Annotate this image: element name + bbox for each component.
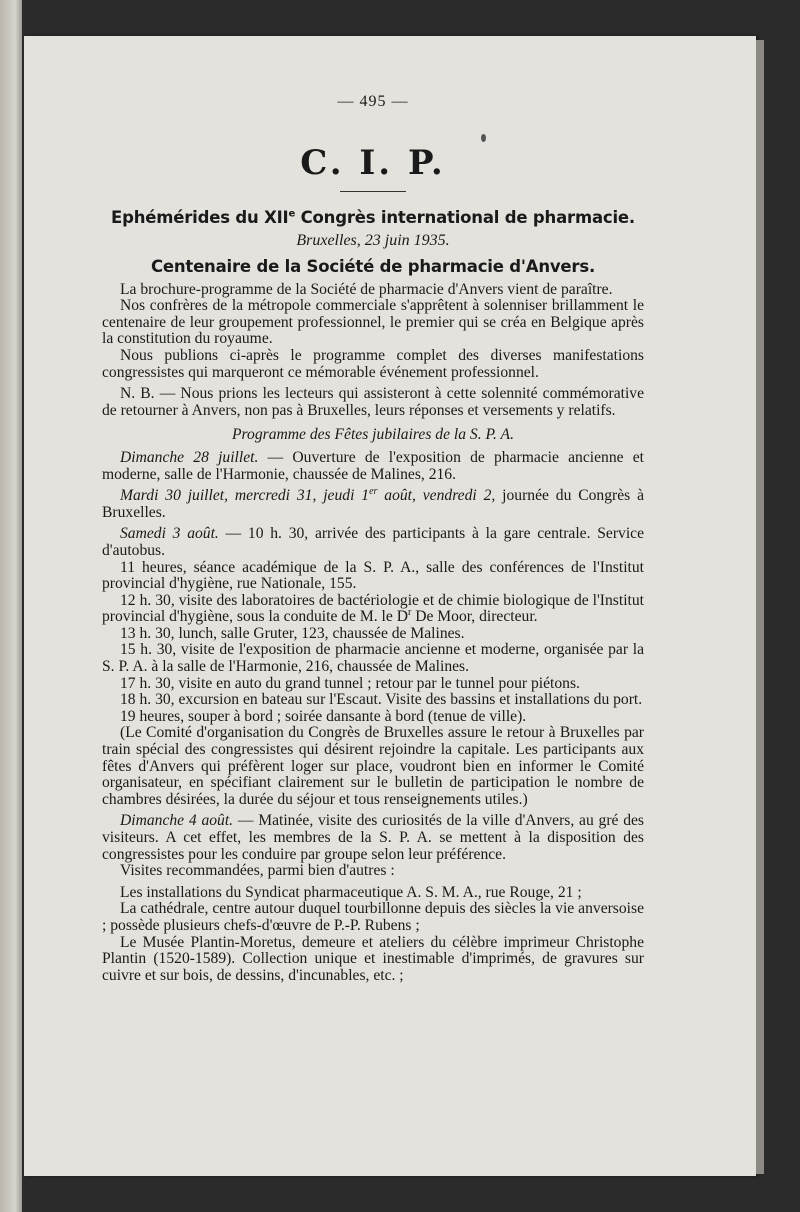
schedule-sup: r bbox=[407, 607, 412, 619]
visit-item: Le Musée Plantin-Moretus, demeure et ateliers du célèbre imprimeur Christophe Plantin (1520-1589). Collection unique et inestimable d'imprimés, de gravures sur cuivre et sur bois, de dessins, d'incunables, etc. ; bbox=[102, 933, 644, 984]
schedule-item: 13 h. 30, lunch, salle Gruter, 123, chaussée de Malines. bbox=[120, 624, 465, 642]
visit-item: La cathédrale, centre autour duquel tourbillonne depuis des siècles la vie anversoise ; possède plusieurs chefs-d'œuvre de P.-P. Rubens ; bbox=[102, 900, 644, 934]
schedule-item: 15 h. 30, visite de l'exposition de pharmacie ancienne et moderne, organisée par la S. P. A. à la salle de l'Harmonie, 216, chaussée de Malines. bbox=[102, 641, 644, 676]
article-title-sup: e bbox=[288, 208, 296, 220]
page-edge-shadow bbox=[756, 40, 764, 1174]
article-date: Bruxelles, 23 juin 1935. bbox=[296, 231, 450, 249]
section-heading: Centenaire de la Société de pharmacie d'Anvers. bbox=[150, 256, 596, 276]
entry-text: — Ouverture de l'exposition de pharmacie ancienne et moderne, salle de l'Harmonie, chaussée de Malines, 216. bbox=[102, 448, 645, 483]
page-number: — 495 — bbox=[337, 93, 409, 110]
schedule-text: 12 h. 30, visite des laboratoires de bactériologie et de chimie biologique de l'Institut provincial d'hygiène, sous la conduite de M. le D bbox=[102, 591, 644, 626]
schedule-text-cont: De Moor, directeur. bbox=[411, 608, 538, 626]
entry-date: Samedi 3 août. bbox=[120, 525, 219, 543]
paragraph-3: Nous publions ci-après le programme complet des diverses manifestations congressistes qui marqueront ce mémorable événement professionnel. bbox=[102, 346, 644, 381]
schedule-item: 18 h. 30, excursion en bateau sur l'Escaut. Visite des bassins et installations du port. bbox=[120, 691, 643, 709]
schedule-note: (Le Comité d'organisation du Congrès de Bruxelles assure le retour à Bruxelles par train spécial des congressistes qui désirent rejoindre la capitale. Les participants aux fêtes d'Anvers qui préfèrent loger sur place, voudront bien en informer le Comité organisateur, en spécifiant clairement sur le bulletin de participation le nombre de chambres désirées, la durée du séjour et tous renseignements utiles.) bbox=[102, 724, 644, 808]
entry-samedi-3 bbox=[102, 526, 644, 559]
entry-date: Dimanche 4 août. bbox=[120, 812, 234, 830]
schedule-item bbox=[102, 593, 644, 626]
article-title-main: Ephémérides du XII bbox=[111, 207, 289, 227]
title-rule bbox=[340, 191, 406, 192]
journal-title: C. I. P. bbox=[300, 142, 446, 183]
entry-text: journée du Congrès à Bruxelles. bbox=[102, 487, 644, 521]
entry-text: — 10 h. 30, arrivée des participants à la gare centrale. Service d'autobus. bbox=[102, 525, 644, 559]
page-content bbox=[102, 94, 644, 984]
entry-date-sup: er bbox=[369, 485, 378, 497]
article-title-rest: Congrès international de pharmacie. bbox=[295, 207, 635, 227]
schedule-item: 19 heures, souper à bord ; soirée dansante à bord (tenue de ville). bbox=[120, 707, 527, 725]
entry-mardi-30 bbox=[102, 485, 644, 521]
visit-item: Les installations du Syndicat pharmaceutique A. S. M. A., rue Rouge, 21 ; bbox=[120, 883, 582, 901]
article-title bbox=[102, 208, 644, 227]
paragraph-1: La brochure-programme de la Société de pharmacie d'Anvers vient de paraître. bbox=[120, 280, 613, 298]
visits-intro: Visites recommandées, parmi bien d'autres : bbox=[120, 862, 395, 880]
previous-page-edge bbox=[0, 0, 22, 1212]
entry-date-cont: août, vendredi 2, bbox=[377, 487, 496, 505]
nota-bene: N. B. — Nous prions les lecteurs qui assisteront à cette solennité commémorative de retourner à Anvers, non pas à Bruxelles, leurs réponses et versements y relatifs. bbox=[102, 385, 644, 419]
schedule-item: 17 h. 30, visite en auto du grand tunnel ; retour par le tunnel pour piétons. bbox=[120, 674, 580, 692]
entry-dimanche-4 bbox=[102, 813, 644, 863]
entry-dimanche-28 bbox=[102, 450, 644, 483]
programme-heading: Programme des Fêtes jubilaires de la S. P. A. bbox=[232, 426, 514, 444]
entry-date: Dimanche 28 juillet. bbox=[120, 448, 259, 466]
entry-date: Mardi 30 juillet, mercredi 31, jeudi 1 bbox=[120, 487, 370, 505]
entry-text: — Matinée, visite des curiosités de la ville d'Anvers, au gré des visiteurs. A cet effet, les membres de la S. P. A. se mettent à la disposition des congressistes pour les conduire par groupe selon leur préférence. bbox=[102, 812, 645, 863]
schedule-item: 11 heures, séance académique de la S. P. A., salle des conférences de l'Institut provincial d'hygiène, rue Nationale, 155. bbox=[102, 558, 644, 593]
paragraph-2: Nos confrères de la métropole commerciale s'apprêtent à solenniser brillamment le centenaire de leur groupement professionnel, le premier qui se créa en Belgique après la constitution du royaume. bbox=[102, 297, 644, 348]
